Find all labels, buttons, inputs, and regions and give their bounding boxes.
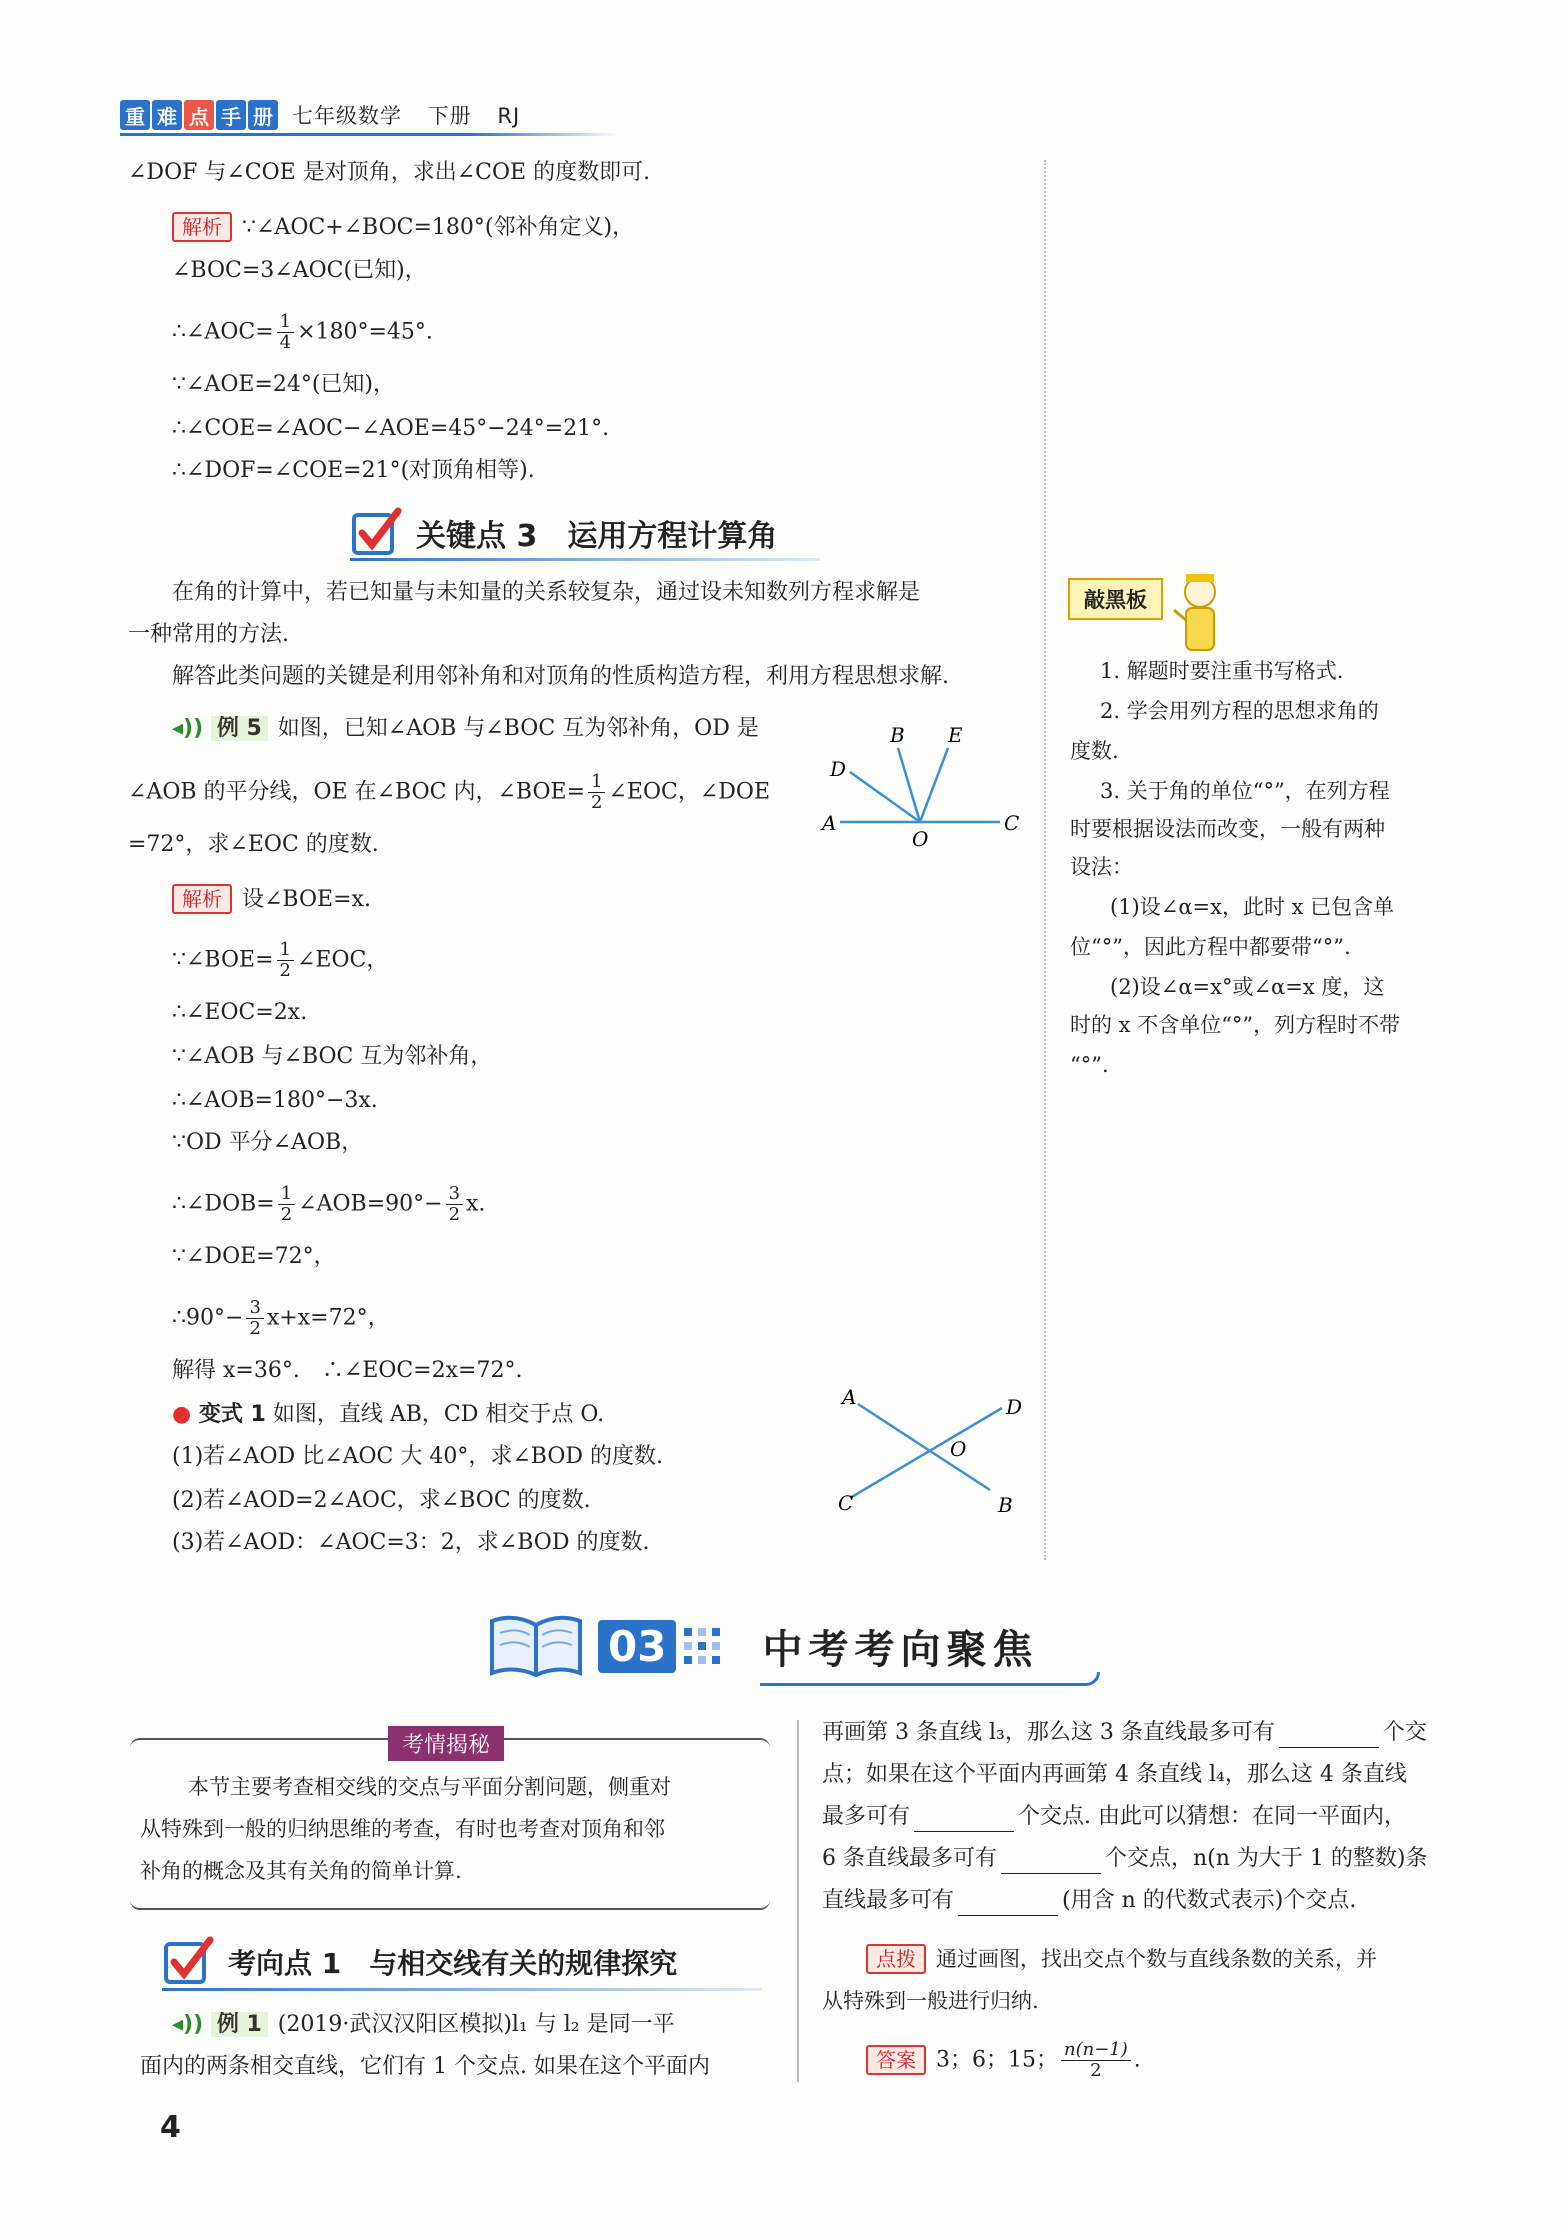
dots-grid-icon bbox=[682, 1626, 722, 1666]
example-label: 例 5 bbox=[211, 716, 268, 741]
sidebar-line: (2)设∠α=x°或∠α=x 度，这 bbox=[1110, 975, 1385, 999]
variant-1-figure bbox=[830, 1380, 1030, 1520]
solution-intro: ∠DOF 与∠COE 是对顶角，求出∠COE 的度数即可. bbox=[128, 160, 651, 185]
header-divider bbox=[120, 133, 620, 136]
page-header bbox=[120, 92, 580, 138]
hint-tag: 点拨 bbox=[866, 1944, 926, 1974]
exam-point-1-heading bbox=[160, 1934, 677, 1990]
question-text: 直线最多可有 bbox=[822, 1888, 955, 1913]
series-logo bbox=[120, 100, 280, 130]
solution-text: x+x=72°， bbox=[266, 1305, 390, 1331]
example-5-solution-8: ∵∠DOE=72°， bbox=[172, 1244, 336, 1269]
column-divider bbox=[797, 1720, 799, 2082]
sidebar-line: “°”. bbox=[1070, 1053, 1109, 1077]
answer-line bbox=[866, 2040, 1141, 2081]
question-text: 个交点. 由此可以猜想：在同一平面内， bbox=[1018, 1804, 1407, 1829]
logo-char: 册 bbox=[248, 100, 278, 130]
solution-line-1 bbox=[172, 212, 634, 243]
exam-point-1-title: 考向点 1 与相交线有关的规律探究 bbox=[228, 1947, 678, 1980]
exam-insight-line: 本节主要考查相交线的交点与平面分割问题，侧重对 bbox=[188, 1775, 671, 1799]
key3-paragraph-2: 解答此类问题的关键是利用邻补角和对顶角的性质构造方程，利用方程思想求解. bbox=[172, 664, 949, 689]
example-1-cont-3 bbox=[822, 1802, 1406, 1832]
variant-1-item-2: (2)若∠AOD=2∠AOC，求∠BOC 的度数. bbox=[172, 1488, 591, 1513]
solution-text: ∴∠AOC= bbox=[172, 319, 274, 345]
answer-blank[interactable] bbox=[958, 1894, 1058, 1916]
solution-text: ∵∠BOE= bbox=[172, 947, 274, 973]
exam-insight-line: 从特殊到一般的归纳思维的考查，有时也考查对顶角和邻 bbox=[140, 1817, 665, 1841]
example-5-question-3: =72°，求∠EOC 的度数. bbox=[128, 832, 379, 857]
sidebar-line: (1)设∠α=x，此时 x 已包含单 bbox=[1110, 895, 1395, 919]
hint-text: 通过画图，找出交点个数与直线条数的关系，并 bbox=[936, 1947, 1377, 1971]
fraction bbox=[446, 1184, 463, 1225]
question-text: (用含 n 的代数式表示)个交点. bbox=[1062, 1888, 1357, 1913]
sidebar-line: 度数. bbox=[1070, 739, 1119, 763]
example-1-cont-5 bbox=[822, 1886, 1356, 1916]
sidebar-title: 敲黑板 bbox=[1068, 578, 1163, 620]
fraction-numerator: 1 bbox=[588, 772, 605, 793]
example-5-solution-10: 解得 x=36°. ∴∠EOC=2x=72°. bbox=[172, 1358, 523, 1383]
example-5-solution-4: ∵∠AOB 与∠BOC 互为邻补角， bbox=[172, 1044, 493, 1069]
fraction bbox=[1061, 2040, 1131, 2081]
solution-line-4: ∵∠AOE=24°(已知)， bbox=[172, 372, 396, 397]
example-5-solution-7 bbox=[172, 1184, 485, 1225]
solution-text: ∠EOC， bbox=[297, 947, 389, 973]
variant-label: 变式 1 bbox=[198, 1402, 266, 1427]
analysis-tag: 解析 bbox=[172, 884, 232, 914]
teacher-icon bbox=[1172, 570, 1228, 656]
variant-1-item-3: (3)若∠AOD：∠AOC=3：2，求∠BOD 的度数. bbox=[172, 1530, 650, 1555]
variant-1-item-1: (1)若∠AOD 比∠AOC 大 40°，求∠BOD 的度数. bbox=[172, 1444, 663, 1469]
heading-underline bbox=[350, 558, 820, 561]
variant-1-question bbox=[172, 1400, 604, 1430]
key3-paragraph-1b: 一种常用的方法. bbox=[128, 622, 289, 647]
example-5-solution-3: ∴∠EOC=2x. bbox=[172, 1000, 308, 1025]
solution-line-2: ∠BOC=3∠AOC(已知)， bbox=[172, 258, 427, 283]
key3-paragraph-1a: 在角的计算中，若已知量与未知量的关系较复杂，通过设未知数列方程求解是 bbox=[172, 580, 921, 605]
answer-tag: 答案 bbox=[866, 2045, 926, 2075]
example-5-solution-9 bbox=[172, 1298, 390, 1339]
banner-underline bbox=[760, 1672, 1100, 1686]
fraction-numerator: 3 bbox=[246, 1298, 263, 1319]
fraction-numerator: 1 bbox=[278, 1184, 295, 1205]
answer-text: 3；6；15； bbox=[936, 2047, 1058, 2073]
example-1-line-1 bbox=[172, 2010, 675, 2040]
sidebar-line: 2. 学会用列方程的思想求角的 bbox=[1100, 699, 1379, 723]
figure-label-d: D bbox=[1006, 1395, 1023, 1419]
hint-line-2: 从特殊到一般进行归纳. bbox=[822, 1989, 1039, 2013]
fraction-denominator: 4 bbox=[279, 332, 292, 353]
fraction bbox=[278, 1184, 295, 1225]
question-text: 个交 bbox=[1382, 1720, 1427, 1745]
header-volume: 下册 bbox=[427, 104, 472, 128]
sidebar-line: 3. 关于角的单位“°”，在列方程 bbox=[1100, 779, 1390, 803]
answer-blank[interactable] bbox=[1001, 1852, 1101, 1874]
heading-underline bbox=[162, 1988, 762, 1991]
logo-char: 点 bbox=[184, 100, 214, 130]
header-grade: 七年级数学 bbox=[292, 104, 402, 128]
question-text: ∠EOC，∠DOE bbox=[608, 779, 771, 805]
question-text: 个交点，n(n 为大于 1 的整数)条 bbox=[1105, 1846, 1428, 1871]
question-text: 如图，已知∠AOB 与∠BOC 互为邻补角，OD 是 bbox=[277, 716, 759, 741]
example-1-cont-2: 点；如果在这个平面内再画第 4 条直线 l₄，那么这 4 条直线 bbox=[822, 1762, 1407, 1787]
example-5-solution-5: ∴∠AOB=180°−3x. bbox=[172, 1088, 378, 1113]
exam-insight-label: 考情揭秘 bbox=[388, 1726, 504, 1761]
example-5-question-2 bbox=[128, 772, 770, 813]
header-text bbox=[292, 100, 538, 130]
question-text: ∠AOB 的平分线，OE 在∠BOC 内，∠BOE= bbox=[128, 779, 586, 805]
figure-label-o: O bbox=[912, 827, 929, 850]
fraction-numerator: 1 bbox=[277, 940, 294, 961]
example-label: 例 1 bbox=[211, 2012, 268, 2037]
fraction-numerator: 1 bbox=[277, 312, 294, 333]
question-text: 如图，直线 AB，CD 相交于点 O. bbox=[272, 1402, 605, 1427]
figure-label-e: E bbox=[948, 723, 963, 747]
solution-text: ×180°=45°. bbox=[297, 319, 433, 345]
question-text: (2019·武汉汉阳区模拟)l₁ 与 l₂ 是同一平 bbox=[277, 2012, 675, 2037]
example-5-figure bbox=[820, 720, 1020, 850]
question-text: 再画第 3 条直线 l₃，那么这 3 条直线最多可有 bbox=[822, 1720, 1275, 1745]
solution-line-6: ∴∠DOF=∠COE=21°(对顶角相等). bbox=[172, 458, 535, 483]
figure-label-d: D bbox=[830, 757, 847, 781]
sidebar-line: 时的 x 不含单位“°”，列方程时不带 bbox=[1070, 1013, 1401, 1037]
fraction-denominator: 2 bbox=[1090, 2060, 1102, 2081]
sidebar-line: 1. 解题时要注重书写格式. bbox=[1100, 659, 1344, 683]
fraction-denominator: 2 bbox=[279, 960, 291, 981]
solution-line-5: ∴∠COE=∠AOC−∠AOE=45°−24°=21°. bbox=[172, 416, 610, 441]
open-book-icon bbox=[488, 1611, 584, 1681]
fraction-denominator: 2 bbox=[249, 1318, 261, 1339]
example-5-solution-6: ∵OD 平分∠AOB， bbox=[172, 1130, 364, 1155]
fraction-denominator: 2 bbox=[280, 1204, 293, 1225]
checkbox-check-icon bbox=[348, 505, 404, 561]
solution-text: ∠AOB=90°− bbox=[298, 1191, 443, 1217]
example-5-solution-1 bbox=[172, 884, 371, 915]
example-tag: ◂)) 例 1 bbox=[172, 2012, 268, 2037]
figure-label-c: C bbox=[838, 1491, 854, 1515]
example-5-solution-2 bbox=[172, 940, 388, 981]
solution-text: ∵∠AOC+∠BOC=180°(邻补角定义)， bbox=[242, 215, 635, 240]
figure-label-a: A bbox=[842, 1385, 857, 1409]
section-title: 中考考向聚焦 bbox=[762, 1626, 1039, 1673]
sidebar-line: 时要根据设法而改变，一般有两种 bbox=[1070, 817, 1385, 841]
logo-char: 难 bbox=[152, 100, 182, 130]
solution-line-3 bbox=[172, 312, 433, 353]
fraction-denominator: 2 bbox=[448, 1204, 461, 1225]
solution-text: x. bbox=[466, 1191, 486, 1217]
question-text: 6 条直线最多可有 bbox=[822, 1846, 997, 1871]
figure-label-b: B bbox=[998, 1493, 1013, 1517]
solution-text: ∴90°− bbox=[172, 1305, 244, 1331]
figure-label-b: B bbox=[890, 723, 905, 747]
checkbox-check-icon bbox=[160, 1934, 216, 1990]
solution-text: 设∠BOE=x. bbox=[242, 887, 371, 912]
answer-blank[interactable] bbox=[914, 1810, 1014, 1832]
key-point-3-title: 关键点 3 运用方程计算角 bbox=[416, 519, 778, 554]
answer-text: . bbox=[1133, 2047, 1141, 2073]
figure-label-c: C bbox=[1004, 811, 1020, 835]
section-number: 03 bbox=[598, 1620, 676, 1673]
example-1-cont-1 bbox=[822, 1718, 1427, 1748]
page-number: 4 bbox=[160, 2110, 181, 2145]
example-1-line-2: 面内的两条相交直线，它们有 1 个交点. 如果在这个平面内 bbox=[140, 2054, 710, 2079]
fraction bbox=[277, 312, 294, 353]
solution-text: ∴∠DOB= bbox=[172, 1191, 275, 1217]
analysis-tag: 解析 bbox=[172, 212, 232, 242]
fraction bbox=[246, 1298, 263, 1339]
sidebar-line: 位“°”，因此方程中都要带“°”. bbox=[1070, 935, 1351, 959]
answer-blank[interactable] bbox=[1279, 1726, 1379, 1748]
key-point-3-heading bbox=[348, 505, 777, 561]
fraction bbox=[588, 772, 605, 813]
header-edition: RJ bbox=[497, 104, 521, 128]
variant-tag: ● 变式 1 bbox=[172, 1402, 266, 1427]
fraction-numerator: 3 bbox=[446, 1184, 463, 1205]
logo-char: 手 bbox=[216, 100, 246, 130]
hint-line-1 bbox=[866, 1944, 1377, 1974]
fraction-denominator: 2 bbox=[591, 792, 603, 813]
fraction-numerator: n(n−1) bbox=[1061, 2040, 1131, 2061]
figure-label-o: O bbox=[950, 1437, 967, 1461]
figure-label-a: A bbox=[822, 811, 837, 835]
example-tag: ◂)) 例 5 bbox=[172, 716, 268, 741]
sidebar-line: 设法： bbox=[1070, 855, 1133, 879]
example-1-cont-4 bbox=[822, 1844, 1427, 1874]
exam-insight-line: 补角的概念及其有关角的简单计算. bbox=[140, 1859, 462, 1883]
column-divider bbox=[1044, 160, 1046, 1560]
example-5-question-1 bbox=[172, 714, 759, 744]
fraction bbox=[277, 940, 294, 981]
question-text: 最多可有 bbox=[822, 1804, 911, 1829]
logo-char: 重 bbox=[120, 100, 150, 130]
